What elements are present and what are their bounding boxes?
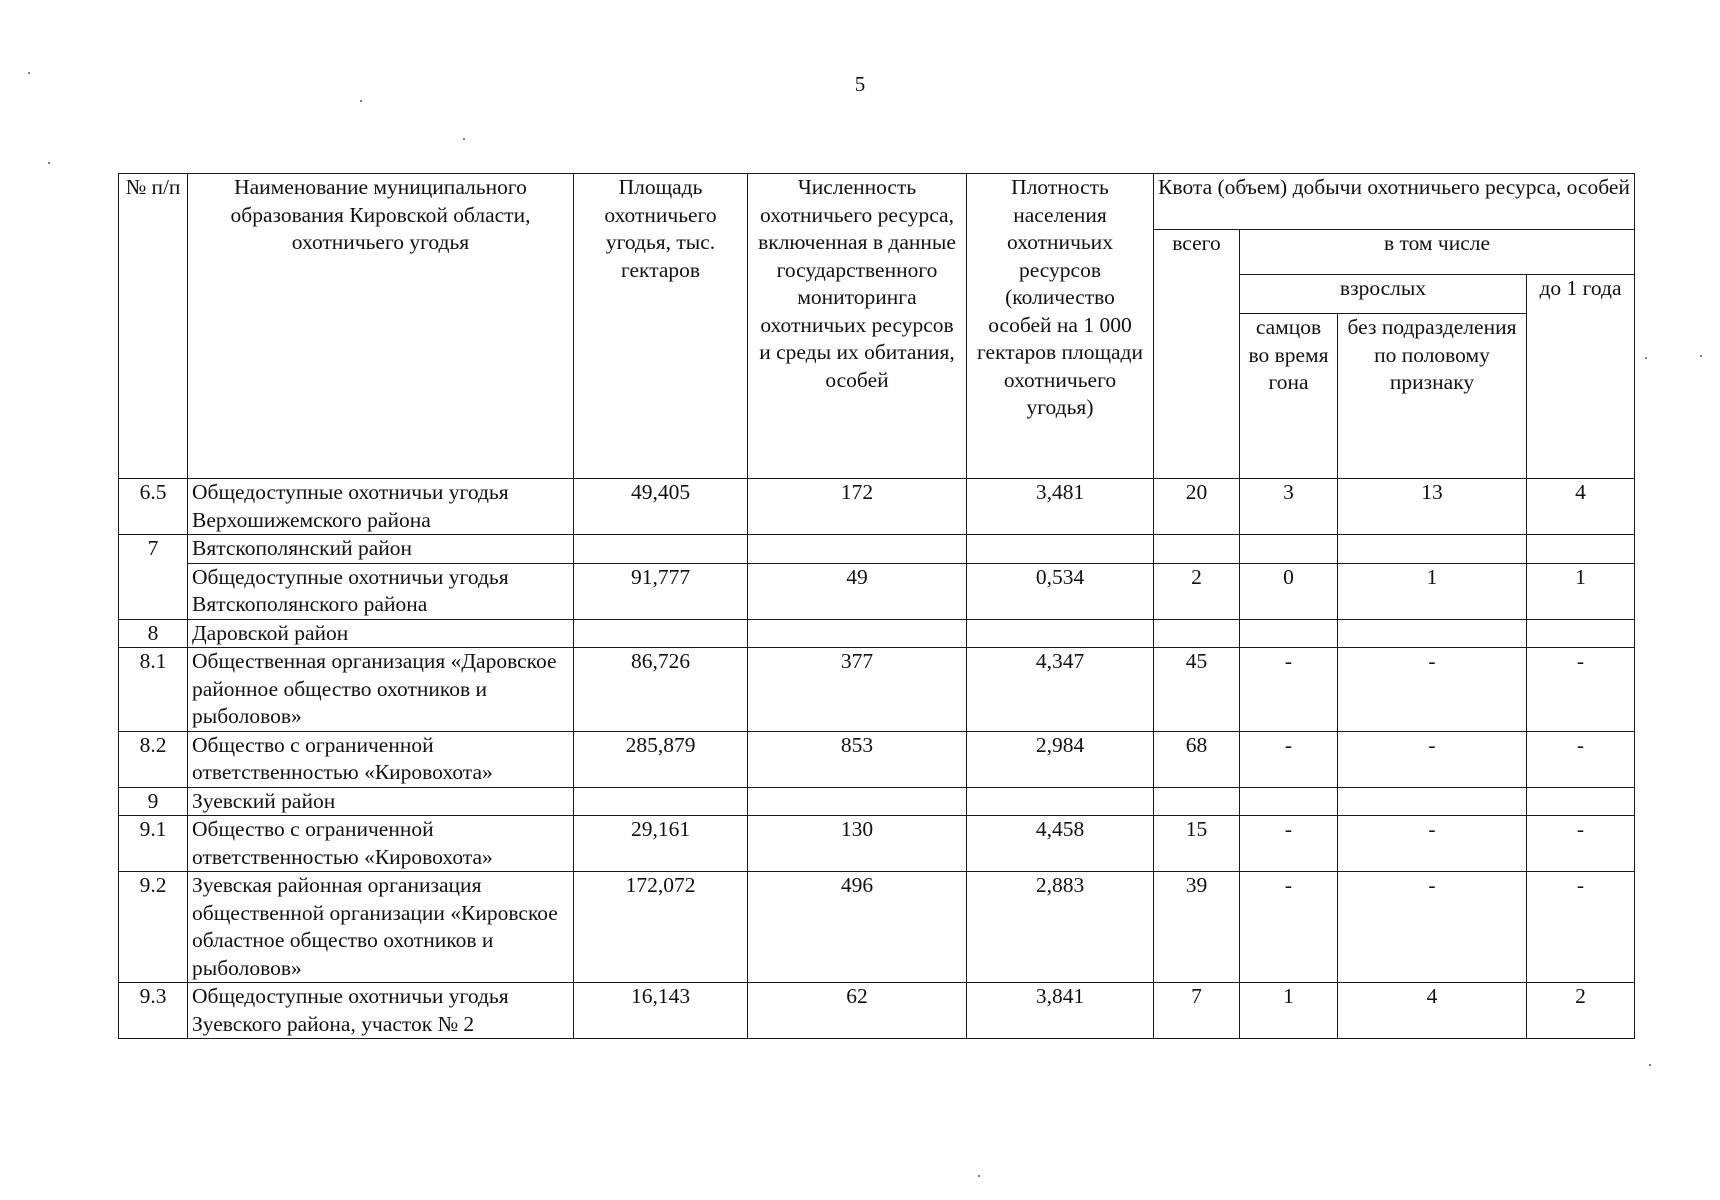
cell-males [1240,787,1338,816]
table-row [119,731,1635,787]
cell-name: Общедоступные охотничьи угодья Зуевского района, участок № 2 [188,983,574,1039]
cell-count [748,787,967,816]
cell-area [574,787,748,816]
cell-males: - [1240,872,1338,983]
cell-total: 7 [1154,983,1240,1039]
cell-name: Общество с ограниченной ответственностью «Кировохота» [188,816,574,872]
cell-nosex: 13 [1338,479,1527,535]
cell-num: 9 [119,787,188,816]
cell-young: - [1527,816,1635,872]
cell-name: Даровской район [188,619,574,648]
cell-name: Вятскополянский район [188,535,574,564]
cell-total: 39 [1154,872,1240,983]
scan-speck [1649,1064,1651,1066]
cell-area: 29,161 [574,816,748,872]
quota-table [118,173,1635,1039]
cell-nosex: - [1338,648,1527,732]
cell-young: 2 [1527,983,1635,1039]
table-row [119,983,1635,1039]
cell-num: 8 [119,619,188,648]
cell-males: - [1240,648,1338,732]
scan-speck [463,138,465,140]
cell-num: 6.5 [119,479,188,535]
table-row [119,563,1635,619]
scan-speck [360,100,362,102]
cell-area: 16,143 [574,983,748,1039]
cell-young [1527,619,1635,648]
cell-area: 285,879 [574,731,748,787]
cell-density: 2,883 [967,872,1154,983]
cell-total [1154,535,1240,564]
cell-count: 49 [748,563,967,619]
header-density: Плотность населения охотничьих ресурсов (количество особей на 1 000 гектаров площади охотничьего угодья) [967,174,1154,479]
header-including: в том числе [1240,230,1635,275]
header-area: Площадь охотничьего угодья, тыс. гектаров [574,174,748,479]
cell-density: 3,841 [967,983,1154,1039]
cell-males [1240,619,1338,648]
table-row [119,816,1635,872]
cell-males: 3 [1240,479,1338,535]
cell-nosex [1338,619,1527,648]
cell-young: 1 [1527,563,1635,619]
cell-density [967,535,1154,564]
cell-name: Общедоступные охотничьи угодья Верхошижемского района [188,479,574,535]
table-row [119,872,1635,983]
cell-nosex [1338,787,1527,816]
cell-males [1240,535,1338,564]
header-count: Численность охотничьего ресурса, включенная в данные государственного мониторинга охотничьих ресурсов и среды их обитания, особей [748,174,967,479]
cell-count: 496 [748,872,967,983]
cell-num: 8.2 [119,731,188,787]
cell-area: 172,072 [574,872,748,983]
cell-total: 20 [1154,479,1240,535]
cell-count [748,619,967,648]
cell-area [574,535,748,564]
table-row [119,479,1635,535]
cell-name: Зуевский район [188,787,574,816]
cell-density: 0,534 [967,563,1154,619]
cell-males: - [1240,731,1338,787]
scan-speck [978,1175,980,1177]
table-row [119,787,1635,816]
header-name: Наименование муниципального образования Кировской области, охотничьего угодья [188,174,574,479]
cell-nosex [1338,535,1527,564]
cell-density: 4,347 [967,648,1154,732]
cell-count: 130 [748,816,967,872]
table-body [119,479,1635,1039]
cell-young: - [1527,872,1635,983]
scan-speck [1700,355,1702,357]
cell-count: 62 [748,983,967,1039]
cell-total: 45 [1154,648,1240,732]
header-no-sex-division: без подразделения по половому признаку [1338,314,1527,479]
cell-count: 172 [748,479,967,535]
cell-count: 377 [748,648,967,732]
cell-name: Зуевская районная организация общественной организации «Кировское областное общество охотников и рыболовов» [188,872,574,983]
table-row [119,648,1635,732]
table-row [119,619,1635,648]
table-header [119,174,1635,479]
cell-young: - [1527,731,1635,787]
cell-count: 853 [748,731,967,787]
cell-young: 4 [1527,479,1635,535]
cell-area: 86,726 [574,648,748,732]
cell-young [1527,535,1635,564]
cell-name: Общество с ограниченной ответственностью «Кировохота» [188,731,574,787]
cell-nosex: 1 [1338,563,1527,619]
cell-nosex: - [1338,816,1527,872]
cell-density: 4,458 [967,816,1154,872]
cell-total [1154,619,1240,648]
cell-young: - [1527,648,1635,732]
cell-num: 7 [119,535,188,620]
header-under-one: до 1 года [1527,275,1635,479]
header-total: всего [1154,230,1240,479]
cell-num: 9.3 [119,983,188,1039]
cell-nosex: - [1338,872,1527,983]
page-number: 5 [854,72,866,96]
cell-area [574,619,748,648]
cell-total: 68 [1154,731,1240,787]
cell-density [967,619,1154,648]
cell-males: 0 [1240,563,1338,619]
scan-speck [28,72,30,74]
header-males-rut: самцов во время гона [1240,314,1338,479]
header-adults: взрослых [1240,275,1527,314]
cell-area: 91,777 [574,563,748,619]
cell-nosex: - [1338,731,1527,787]
cell-area: 49,405 [574,479,748,535]
cell-density: 3,481 [967,479,1154,535]
cell-count [748,535,967,564]
cell-name: Общедоступные охотничьи угодья Вятскополянского района [188,563,574,619]
cell-nosex: 4 [1338,983,1527,1039]
header-num: № п/п [119,174,188,479]
cell-density: 2,984 [967,731,1154,787]
cell-total: 15 [1154,816,1240,872]
cell-males: 1 [1240,983,1338,1039]
table-row [119,535,1635,564]
cell-total [1154,787,1240,816]
cell-young [1527,787,1635,816]
cell-males: - [1240,816,1338,872]
cell-name: Общественная организация «Даровское районное общество охотников и рыболовов» [188,648,574,732]
cell-num: 9.2 [119,872,188,983]
cell-num: 9.1 [119,816,188,872]
scan-speck [1645,357,1647,359]
scan-speck [48,162,50,164]
cell-density [967,787,1154,816]
cell-total: 2 [1154,563,1240,619]
cell-num: 8.1 [119,648,188,732]
header-quota: Квота (объем) добычи охотничьего ресурса, особей [1154,174,1635,230]
